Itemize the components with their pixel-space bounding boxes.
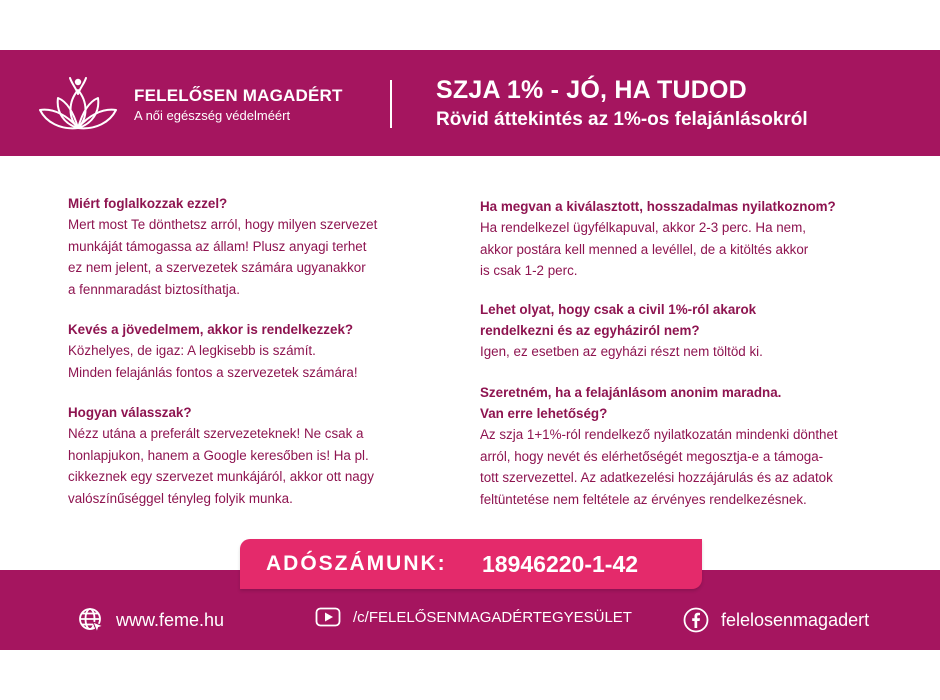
facebook-link[interactable] xyxy=(683,607,869,633)
tax-id-badge xyxy=(240,539,702,589)
faq-answer: Ha rendelkezel ügyfélkapuval, akkor 2-3 perc. Ha nem, akkor postára kell menned a levéllel, de a kitöltés akkor is csak 1-2 perc. xyxy=(480,220,809,278)
youtube-icon xyxy=(315,607,341,627)
faq-answer: Nézz utána a preferált szervezeteknek! Ne csak a honlapjukon, hanem a Google keresőben is! Ha pl. cikkeznek egy szervezet munkájáról, akkor ott nagy valószínűséggel tényleg folyik munka. xyxy=(68,426,374,506)
header-divider xyxy=(390,80,392,128)
faq-answer: Közhelyes, de igaz: A legkisebb is számít. Minden felajánlás fontos a szervezetek számára! xyxy=(68,343,358,380)
faq-question: Szeretném, ha a felajánlásom anonim maradna. Van erre lehetőség? xyxy=(480,385,782,421)
website-link[interactable] xyxy=(78,607,224,633)
header-banner xyxy=(0,50,940,156)
faq-question: Hogyan válasszak? xyxy=(68,405,192,420)
lotus-logo-icon xyxy=(34,72,122,136)
faq-item xyxy=(68,193,468,300)
facebook-icon xyxy=(683,607,709,633)
faq-answer: Mert most Te dönthetsz arról, hogy milyen szervezet munkáját támogassa az állam! Plusz anyagi terhet ez nem jelent, a szervezetek számára ugyanakkor a fennmaradást biztosíthatja. xyxy=(68,217,378,297)
org-name: FELELŐSEN MAGADÉRT xyxy=(134,86,343,105)
faq-item xyxy=(480,299,900,363)
faq-question: Kevés a jövedelmem, akkor is rendelkezzek? xyxy=(68,322,354,337)
faq-item xyxy=(68,402,468,509)
youtube-text: /c/FELELŐSENMAGADÉRTEGYESÜLET xyxy=(353,608,632,626)
globe-cursor-icon xyxy=(78,607,104,633)
faq-item xyxy=(480,382,900,510)
faq-question: Ha megvan a kiválasztott, hosszadalmas nyilatkoznom? xyxy=(480,199,836,214)
faq-question: Lehet olyat, hogy csak a civil 1%-ról akarok rendelkezni és az egyháziról nem? xyxy=(480,302,757,338)
faq-answer: Igen, ez esetben az egyházi részt nem töltöd ki. xyxy=(480,344,763,359)
website-text: www.feme.hu xyxy=(116,609,225,630)
facebook-text: felelosenmagadert xyxy=(721,609,870,630)
faq-question: Miért foglalkozzak ezzel? xyxy=(68,196,228,211)
faq-item xyxy=(480,196,900,282)
faq-item xyxy=(68,319,468,383)
tax-id-label: ADÓSZÁMUNK: xyxy=(266,552,447,575)
faq-answer: Az szja 1+1%-ról rendelkező nyilatkozatán mindenki dönthet arról, hogy nevét és elérhetőségét megosztja-e a támoga- tott szervezettel. Az adatkezelési hozzájárulás és az adatok feltüntetése nem feltétele az érvényes rendelkezésnek. xyxy=(480,427,838,507)
youtube-link[interactable] xyxy=(315,607,632,627)
tax-id-value: 18946220-1-42 xyxy=(482,551,639,577)
org-tagline: A női egészség védelméért xyxy=(134,108,291,123)
page-title: SZJA 1% - JÓ, HA TUDOD xyxy=(436,76,747,104)
page-subtitle: Rövid áttekintés az 1%-os felajánlásokról xyxy=(436,109,808,130)
